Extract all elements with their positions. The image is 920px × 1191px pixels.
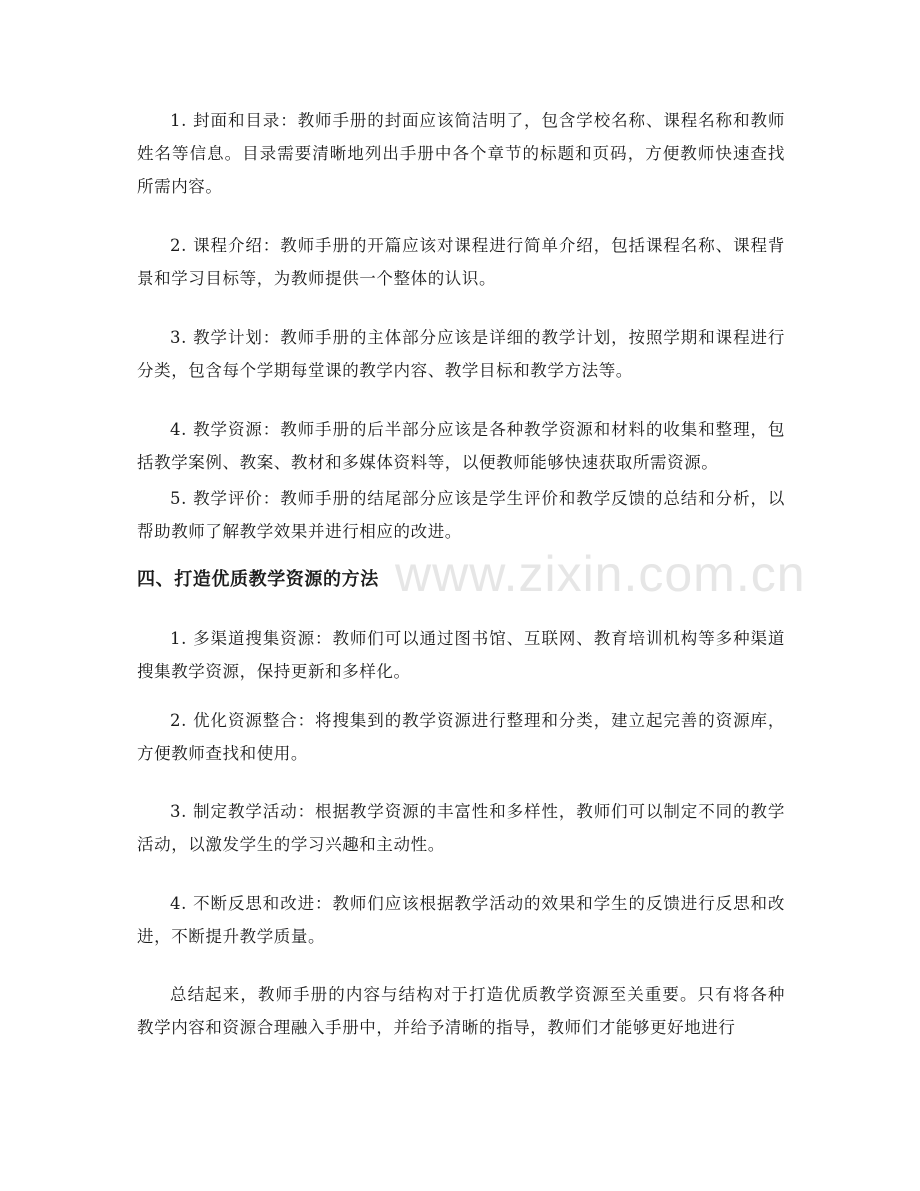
watermark: www.zixin.com.cn	[395, 546, 806, 602]
list-item-multi-channel: 1. 多渠道搜集资源：教师们可以通过图书馆、互联网、教育培训机构等多种渠道搜集教学资源，保持更新和多样化。	[137, 629, 785, 681]
list-item-reflection: 4. 不断反思和改进：教师们应该根据教学活动的效果和学生的反馈进行反思和改进，不断提升教学质量。	[137, 894, 785, 946]
list-item-teaching-resources: 4. 教学资源：教师手册的后半部分应该是各种教学资源和材料的收集和整理，包括教学案例、教案、教材和多媒体资料等，以便教师能够快速获取所需资源。	[137, 420, 785, 472]
list-item-resource-integration: 2. 优化资源整合：将搜集到的教学资源进行整理和分类，建立起完善的资源库，方便教师查找和使用。	[137, 711, 785, 763]
list-item-teaching-evaluation: 5. 教学评价：教师手册的结尾部分应该是学生评价和教学反馈的总结和分析，以帮助教师了解教学效果并进行相应的改进。	[137, 489, 785, 541]
conclusion-paragraph: 总结起来，教师手册的内容与结构对于打造优质教学资源至关重要。只有将各种教学内容和资源合理融入手册中，并给予清晰的指导，教师们才能够更好地进行	[137, 985, 785, 1037]
list-item-cover-and-toc: 1. 封面和目录：教师手册的封面应该简洁明了，包含学校名称、课程名称和教师姓名等信息。目录需要清晰地列出手册中各个章节的标题和页码，方便教师快速查找所需内容。	[137, 111, 785, 196]
list-item-teaching-plan: 3. 教学计划：教师手册的主体部分应该是详细的教学计划，按照学期和课程进行分类，包含每个学期每堂课的教学内容、教学目标和教学方法等。	[137, 328, 785, 380]
list-item-course-intro: 2. 课程介绍：教师手册的开篇应该对课程进行简单介绍，包括课程名称、课程背景和学习目标等，为教师提供一个整体的认识。	[137, 236, 785, 288]
list-item-teaching-activities: 3. 制定教学活动：根据教学资源的丰富性和多样性，教师们可以制定不同的教学活动，以激发学生的学习兴趣和主动性。	[137, 802, 785, 854]
section-heading: 四、打造优质教学资源的方法	[137, 569, 379, 590]
